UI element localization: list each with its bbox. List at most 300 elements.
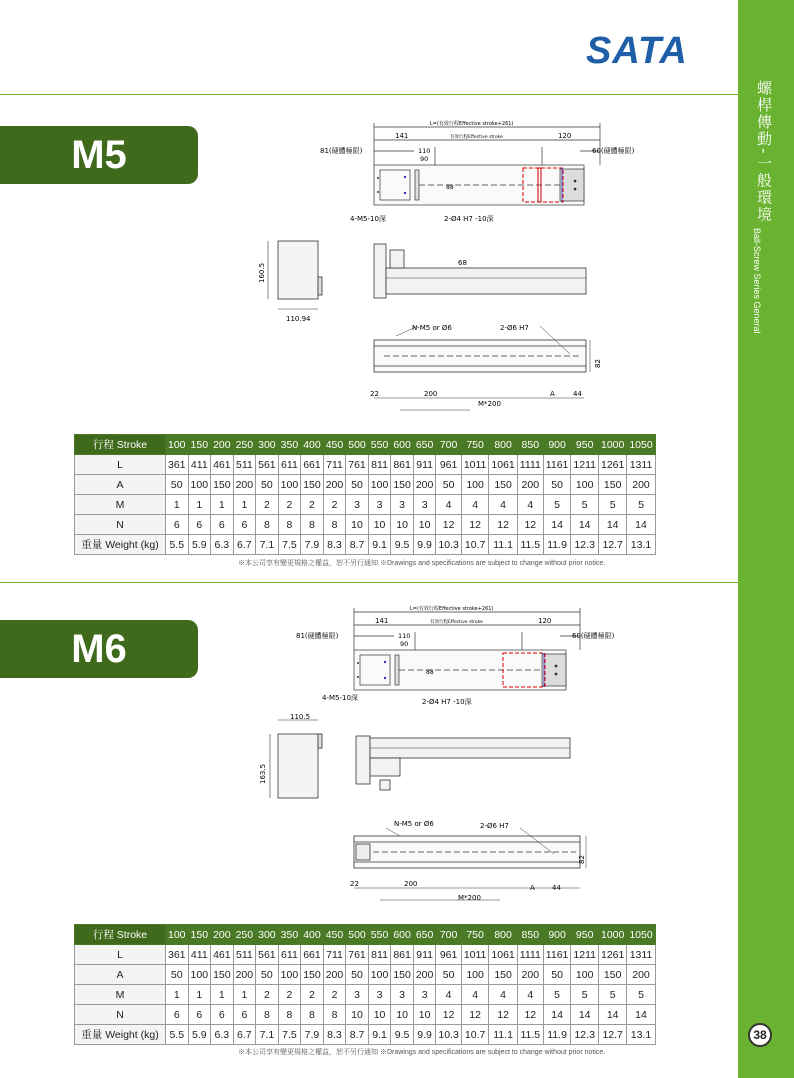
dim-90: 90 (420, 155, 429, 163)
dim-88: 88 (446, 184, 454, 191)
dim-holes-left: 4-M5-10深 (322, 694, 358, 702)
table-header-cell: 250 (233, 925, 256, 945)
dim-90: 90 (400, 640, 409, 648)
table-cell: 3 (413, 985, 436, 1005)
table-cell: 100 (571, 475, 599, 495)
table-cell: 150 (489, 475, 517, 495)
table-cell: A (75, 965, 166, 985)
table-cell: L (75, 945, 166, 965)
table-cell: 14 (571, 1005, 599, 1025)
table-cell: 911 (413, 945, 436, 965)
model-tab-m6: M6 (0, 620, 198, 678)
table-cell: 100 (368, 965, 391, 985)
table-header-cell: 650 (413, 925, 436, 945)
table-cell: 361 (166, 945, 189, 965)
table-cell: 12 (461, 515, 489, 535)
table-cell: 811 (368, 455, 391, 475)
table-row (75, 945, 656, 965)
table-cell: 5 (627, 495, 655, 515)
table-header-cell: 200 (211, 435, 234, 455)
table-cell: 6 (166, 1005, 189, 1025)
table-cell: 961 (436, 455, 461, 475)
table-cell: 611 (278, 455, 301, 475)
table-cell: 8 (256, 515, 279, 535)
table-cell: 661 (301, 455, 324, 475)
table-cell: 811 (368, 945, 391, 965)
table-cell: 1061 (489, 945, 517, 965)
table-cell: 6.3 (211, 1025, 234, 1045)
table-header-cell: 500 (346, 435, 369, 455)
table-cell: 1161 (543, 945, 571, 965)
table-cell: 50 (256, 475, 279, 495)
table-cell: 100 (278, 965, 301, 985)
table-cell: 1011 (461, 455, 489, 475)
table-cell: 50 (346, 965, 369, 985)
dim-top-total: L=(有效行程Effective stroke+261) (430, 121, 514, 127)
table-header-cell: 1000 (598, 925, 626, 945)
m5-side-view-drawing (250, 235, 330, 325)
dim-68: 68 (458, 259, 467, 267)
table-cell: 8 (278, 515, 301, 535)
dim-bottom-holes: N-M5 or Ø6 (394, 820, 434, 828)
table-cell: 5 (543, 985, 571, 1005)
table-cell: 11.9 (543, 1025, 571, 1045)
table-cell: 4 (461, 985, 489, 1005)
table-cell: 12 (461, 1005, 489, 1025)
table-cell: 200 (233, 475, 256, 495)
dim-right-limit: 60(硬體極限) (572, 632, 615, 640)
m6-side-view-drawing (250, 712, 330, 807)
table-cell: 6 (166, 515, 189, 535)
table-cell: 12 (517, 515, 543, 535)
table-cell: 50 (543, 475, 571, 495)
dim-200: 200 (404, 880, 418, 888)
table-cell: 200 (323, 965, 346, 985)
table-header-cell: 850 (517, 435, 543, 455)
table-header-cell: 100 (166, 925, 189, 945)
table-cell: 150 (391, 965, 414, 985)
table-cell: 6 (188, 1005, 211, 1025)
table-cell: 11.1 (489, 1025, 517, 1045)
table-cell: 9.1 (368, 1025, 391, 1045)
table-cell: 9.9 (413, 535, 436, 555)
table-cell: 4 (436, 985, 461, 1005)
table-row (75, 965, 656, 985)
table-header-cell: 400 (301, 925, 324, 945)
disclaimer-note: ※本公司享有變更規格之權益，恕不另行通知 ※Drawings and specifications are subject to change without prior notice. (238, 1049, 606, 1056)
table-cell: 3 (391, 495, 414, 515)
table-cell: 4 (489, 985, 517, 1005)
table-header-cell: 350 (278, 435, 301, 455)
table-cell: 1161 (543, 455, 571, 475)
table-cell: 8 (323, 515, 346, 535)
table-cell: 11.5 (517, 1025, 543, 1045)
dim-side-w: 110.5 (290, 713, 311, 721)
table-cell: M (75, 985, 166, 1005)
table-cell: 8 (301, 1005, 324, 1025)
table-cell: M (75, 495, 166, 515)
table-cell: 13.1 (627, 535, 655, 555)
table-cell: 5.5 (166, 535, 189, 555)
table-cell: 150 (391, 475, 414, 495)
table-row (75, 985, 656, 1005)
table-cell: 12 (436, 515, 461, 535)
table-cell: 2 (256, 985, 279, 1005)
table-cell: 14 (543, 515, 571, 535)
table-cell: 6.7 (233, 1025, 256, 1045)
table-cell: 14 (598, 515, 626, 535)
m6-front-view-drawing (352, 730, 582, 794)
table-cell: 10 (368, 515, 391, 535)
table-cell: 4 (489, 495, 517, 515)
table-cell: 8.7 (346, 535, 369, 555)
table-cell: 12.3 (571, 1025, 599, 1045)
dim-88: 88 (426, 669, 434, 676)
table-cell: 711 (323, 945, 346, 965)
table-cell: 6.7 (233, 535, 256, 555)
table-cell: 6 (233, 515, 256, 535)
table-cell: 511 (233, 945, 256, 965)
table-cell: 7.1 (256, 535, 279, 555)
table-cell: 50 (436, 475, 461, 495)
table-header-cell: 850 (517, 925, 543, 945)
table-header-cell: 1050 (627, 925, 655, 945)
table-cell: 2 (323, 985, 346, 1005)
table-cell: 14 (571, 515, 599, 535)
table-header-cell: 900 (543, 925, 571, 945)
table-header-cell: 100 (166, 435, 189, 455)
table-header-cell: 750 (461, 435, 489, 455)
dim-right-limit: 60(硬體極限) (592, 147, 635, 155)
dim-110: 110 (418, 147, 431, 155)
table-cell: 7.5 (278, 535, 301, 555)
dim-bottom-pins: 2-Ø6 H7 (480, 822, 509, 830)
table-header-cell: 550 (368, 435, 391, 455)
dim-holes-left: 4-M5-10深 (350, 215, 386, 223)
table-cell: 8.3 (323, 1025, 346, 1045)
table-cell: 5 (571, 495, 599, 515)
table-cell: 2 (301, 495, 324, 515)
table-row (75, 1025, 656, 1045)
table-header-cell: 450 (323, 435, 346, 455)
table-cell: 200 (517, 965, 543, 985)
table-cell: 461 (211, 455, 234, 475)
dim-82: 82 (594, 359, 602, 368)
table-cell: 11.1 (489, 535, 517, 555)
m5-bottom-view-drawing (340, 320, 630, 412)
table-cell: 10.7 (461, 535, 489, 555)
table-header-cell: 1000 (598, 435, 626, 455)
table-cell: 1111 (517, 945, 543, 965)
table-row (75, 515, 656, 535)
table-cell: 411 (188, 455, 211, 475)
table-cell: 200 (517, 475, 543, 495)
table-row (75, 495, 656, 515)
table-cell: 150 (301, 475, 324, 495)
table-cell: 1 (188, 985, 211, 1005)
table-cell: 5 (627, 985, 655, 1005)
m5-front-view-drawing (370, 240, 600, 300)
table-cell: 200 (627, 475, 655, 495)
dim-200: 200 (424, 390, 438, 398)
dim-110: 110 (398, 632, 411, 640)
table-cell: 9.1 (368, 535, 391, 555)
table-cell: N (75, 1005, 166, 1025)
table-cell: 100 (571, 965, 599, 985)
table-cell: 10 (413, 1005, 436, 1025)
dim-22: 22 (370, 390, 379, 398)
dim-141: 141 (375, 617, 389, 625)
dim-44: 44 (573, 390, 582, 398)
table-cell: 5.9 (188, 1025, 211, 1045)
table-cell: 861 (391, 945, 414, 965)
section-divider-top (0, 94, 738, 95)
table-cell: 50 (436, 965, 461, 985)
table-cell: 11.5 (517, 535, 543, 555)
section-divider-mid (0, 582, 738, 583)
table-cell: 4 (517, 985, 543, 1005)
table-cell: 重量 Weight (kg) (75, 535, 166, 555)
table-header-cell: 600 (391, 925, 414, 945)
table-header-cell: 600 (391, 435, 414, 455)
dim-120: 120 (538, 617, 552, 625)
table-cell: 10.3 (436, 1025, 461, 1045)
table-cell: 100 (278, 475, 301, 495)
table-cell: 10.7 (461, 1025, 489, 1045)
table-header-row (75, 435, 656, 455)
table-cell: 3 (391, 985, 414, 1005)
table-cell: 150 (211, 475, 234, 495)
table-cell: N (75, 515, 166, 535)
table-cell: 重量 Weight (kg) (75, 1025, 166, 1045)
table-cell: 1 (188, 495, 211, 515)
table-cell: 7.9 (301, 535, 324, 555)
table-header-cell: 300 (256, 435, 279, 455)
table-cell: 10 (368, 1005, 391, 1025)
table-cell: 4 (517, 495, 543, 515)
table-cell: 12 (489, 515, 517, 535)
table-header-cell: 650 (413, 435, 436, 455)
table-row (75, 455, 656, 475)
table-cell: 5 (598, 985, 626, 1005)
table-cell: 3 (346, 985, 369, 1005)
table-cell: 3 (368, 985, 391, 1005)
table-cell: 4 (461, 495, 489, 515)
table-cell: 2 (278, 495, 301, 515)
table-cell: 9.9 (413, 1025, 436, 1045)
table-cell: 5 (571, 985, 599, 1005)
table-header-cell: 150 (188, 435, 211, 455)
dim-bottom-pins: 2-Ø6 H7 (500, 324, 529, 332)
table-cell: 2 (301, 985, 324, 1005)
table-cell: 10 (346, 1005, 369, 1025)
table-cell: 5.9 (188, 535, 211, 555)
table-cell: 361 (166, 455, 189, 475)
table-cell: 10 (413, 515, 436, 535)
table-cell: 13.1 (627, 1025, 655, 1045)
disclaimer-note: ※本公司享有變更規格之權益，恕不另行通知 ※Drawings and specifications are subject to change without prior notice. (238, 560, 606, 567)
table-cell: 7.1 (256, 1025, 279, 1045)
table-header-cell: 700 (436, 435, 461, 455)
table-cell: 1311 (627, 455, 655, 475)
table-cell: 10 (391, 515, 414, 535)
dim-side-w: 110.94 (286, 315, 311, 323)
table-cell: 50 (543, 965, 571, 985)
page-number: 38 (748, 1023, 772, 1047)
table-cell: 8.3 (323, 535, 346, 555)
table-cell: 100 (461, 475, 489, 495)
table-cell: 1211 (571, 455, 599, 475)
m6-bottom-view-drawing (340, 814, 630, 906)
table-cell: 9.5 (391, 535, 414, 555)
table-header-cell: 1050 (627, 435, 655, 455)
table-cell: 3 (368, 495, 391, 515)
table-cell: 150 (211, 965, 234, 985)
sata-logo (586, 30, 696, 68)
table-cell: 2 (323, 495, 346, 515)
table-cell: 461 (211, 945, 234, 965)
table-cell: 100 (368, 475, 391, 495)
dim-bottom-holes: N-M5 or Ø6 (412, 324, 452, 332)
table-header-cell: 250 (233, 435, 256, 455)
m5-top-view-drawing (310, 115, 670, 225)
table-cell: 150 (489, 965, 517, 985)
dim-left-limit: 81(硬體極限) (296, 632, 339, 640)
table-cell: 14 (627, 515, 655, 535)
dim-22: 22 (350, 880, 359, 888)
table-cell: 8 (256, 1005, 279, 1025)
table-cell: 761 (346, 455, 369, 475)
table-cell: 1261 (598, 945, 626, 965)
table-cell: 5 (598, 495, 626, 515)
table-cell: 200 (323, 475, 346, 495)
logo-text: SATA (586, 30, 688, 68)
m6-top-view-drawing (290, 600, 650, 712)
table-cell: 200 (413, 475, 436, 495)
table-cell: 411 (188, 945, 211, 965)
table-cell: 10 (346, 515, 369, 535)
dim-120: 120 (558, 132, 572, 140)
table-cell: 8 (301, 515, 324, 535)
table-cell: 7.5 (278, 1025, 301, 1045)
table-cell: L (75, 455, 166, 475)
table-cell: 150 (598, 965, 626, 985)
table-cell: 1061 (489, 455, 517, 475)
table-cell: 14 (598, 1005, 626, 1025)
table-cell: 12 (436, 1005, 461, 1025)
table-header-cell: 900 (543, 435, 571, 455)
table-cell: 3 (346, 495, 369, 515)
table-cell: 961 (436, 945, 461, 965)
dim-side-h: 160.5 (258, 262, 266, 283)
table-cell: 2 (278, 985, 301, 1005)
table-cell: 2 (256, 495, 279, 515)
dim-left-limit: 81(硬體極限) (320, 147, 363, 155)
table-cell: 100 (188, 965, 211, 985)
table-header-cell: 700 (436, 925, 461, 945)
table-header-cell: 550 (368, 925, 391, 945)
table-header-cell: 行程 Stroke (75, 925, 166, 945)
table-cell: 1 (233, 985, 256, 1005)
table-cell: 1 (211, 985, 234, 1005)
table-cell: 8.7 (346, 1025, 369, 1045)
table-cell: 911 (413, 455, 436, 475)
table-cell: 861 (391, 455, 414, 475)
table-cell: 6 (211, 515, 234, 535)
table-cell: 50 (166, 475, 189, 495)
table-header-cell: 450 (323, 925, 346, 945)
table-cell: 611 (278, 945, 301, 965)
table-cell: 10.3 (436, 535, 461, 555)
table-header-row (75, 925, 656, 945)
table-cell: 761 (346, 945, 369, 965)
table-cell: 200 (233, 965, 256, 985)
table-cell: 3 (413, 495, 436, 515)
sidebar-title-en: Ball-Screw Series General (752, 228, 762, 334)
table-cell: 150 (301, 965, 324, 985)
dim-effective: 有效行程Effective stroke (430, 620, 483, 625)
dim-effective: 有效行程Effective stroke (450, 135, 503, 140)
table-header-cell: 950 (571, 925, 599, 945)
table-cell: 5.5 (166, 1025, 189, 1045)
table-header-cell: 800 (489, 925, 517, 945)
table-cell: 1311 (627, 945, 655, 965)
table-row (75, 475, 656, 495)
table-cell: 1 (166, 985, 189, 1005)
table-cell: 200 (413, 965, 436, 985)
table-cell: 14 (627, 1005, 655, 1025)
table-cell: 6 (188, 515, 211, 535)
table-cell: 4 (436, 495, 461, 515)
table-row (75, 535, 656, 555)
dim-m200: M*200 (458, 894, 481, 902)
table-cell: 50 (256, 965, 279, 985)
table-cell: 10 (391, 1005, 414, 1025)
table-cell: 711 (323, 455, 346, 475)
table-cell: 9.5 (391, 1025, 414, 1045)
dim-pin-holes: 2-Ø4 H7 -10深 (444, 215, 494, 223)
table-header-cell: 200 (211, 925, 234, 945)
table-row (75, 1005, 656, 1025)
dim-pin-holes: 2-Ø4 H7 -10深 (422, 698, 472, 706)
table-cell: 5 (543, 495, 571, 515)
table-cell: A (75, 475, 166, 495)
table-cell: 12.7 (598, 535, 626, 555)
table-cell: 12 (489, 1005, 517, 1025)
table-cell: 561 (256, 945, 279, 965)
table-header-cell: 150 (188, 925, 211, 945)
table-cell: 12.3 (571, 535, 599, 555)
table-cell: 1 (166, 495, 189, 515)
table-cell: 6 (211, 1005, 234, 1025)
dim-a: A (550, 390, 555, 398)
table-cell: 661 (301, 945, 324, 965)
table-cell: 1011 (461, 945, 489, 965)
table-cell: 6.3 (211, 535, 234, 555)
table-header-cell: 350 (278, 925, 301, 945)
table-cell: 8 (323, 1005, 346, 1025)
spec-table-m5 (74, 434, 656, 555)
spec-table-m6 (74, 924, 656, 1045)
table-cell: 150 (598, 475, 626, 495)
table-cell: 511 (233, 455, 256, 475)
dim-82: 82 (578, 855, 586, 864)
table-cell: 200 (627, 965, 655, 985)
dim-44: 44 (552, 884, 561, 892)
dim-a: A (530, 884, 535, 892)
table-cell: 1 (233, 495, 256, 515)
table-cell: 50 (346, 475, 369, 495)
